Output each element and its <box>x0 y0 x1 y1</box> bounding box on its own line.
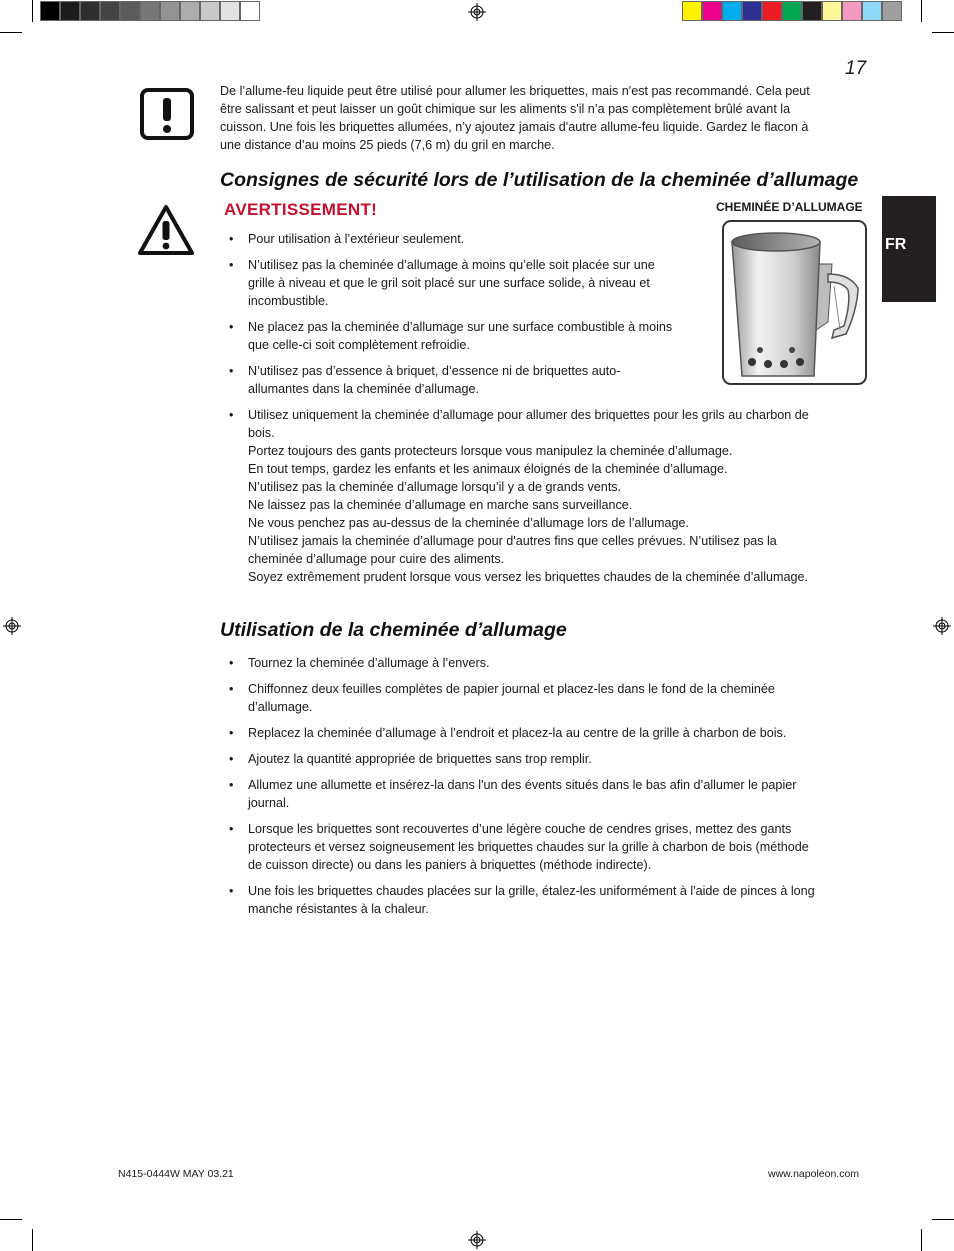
registration-mark-icon <box>468 1231 486 1249</box>
list-item <box>224 750 874 768</box>
bullet-line: • Chiffonnez deux feuilles complètes de papier journal et placez-les dans le fond de la cheminée <box>248 682 775 696</box>
bullet-line: allumantes dans la cheminée d’allumage. <box>248 382 480 396</box>
list-item <box>224 318 874 354</box>
bullet-line: • Replacez la cheminée d’allumage à l’endroit et placez-la au centre de la grille à charbon de bois. <box>248 726 787 740</box>
color-swatch <box>160 1 180 21</box>
crop-mark <box>932 32 954 33</box>
crop-mark <box>932 1219 954 1220</box>
page-number: 17 <box>845 58 867 79</box>
list-item <box>224 230 874 248</box>
intro-paragraph <box>220 82 870 154</box>
bullet-line: • Une fois les briquettes chaudes placées sur la grille, étalez-les uniformément à l'aide de pinces à long <box>248 884 815 898</box>
crop-mark <box>921 1229 922 1251</box>
color-swatch <box>842 1 862 21</box>
safety-bullet-list <box>224 230 874 586</box>
list-item <box>224 362 874 398</box>
color-swatch <box>80 1 100 21</box>
bullet-line: bois. <box>248 426 275 440</box>
color-swatch <box>802 1 822 21</box>
color-swatch <box>60 1 80 21</box>
list-item <box>224 680 874 716</box>
bullet-line: Ne laissez pas la cheminée d’allumage en marche sans surveillance. <box>248 498 633 512</box>
bullet-line: • Lorsque les briquettes sont recouvertes d’une légère couche de cendres grises, mettez des gants <box>248 822 792 836</box>
list-item <box>224 776 874 812</box>
list-item <box>224 406 874 586</box>
usage-heading: Utilisation de la cheminée d’allumage <box>220 619 567 641</box>
registration-mark-icon <box>468 3 486 21</box>
document-code: N415-0444W MAY 03.21 <box>118 1168 234 1180</box>
color-swatch <box>742 1 762 21</box>
color-swatch <box>882 1 902 21</box>
bullet-line: protecteurs et versez soigneusement les briquettes chaudes sur la grille à charbon de bois (méthode <box>248 840 809 854</box>
warning-triangle-icon <box>137 203 195 257</box>
bullet-line: • Pour utilisation à l’extérieur seulement. <box>248 232 465 246</box>
bullet-line: Portez toujours des gants protecteurs lorsque vous manipulez la cheminée d’allumage. <box>248 444 733 458</box>
bullet-line: Ne vous penchez pas au-dessus de la cheminée d’allumage lors de l’allumage. <box>248 516 690 530</box>
list-item <box>224 256 874 310</box>
bullet-line: de cuisson directe) ou dans les paniers à briquettes (méthode indirecte). <box>248 858 652 872</box>
color-swatch <box>100 1 120 21</box>
color-swatch <box>220 1 240 21</box>
color-swatch-strip <box>682 1 902 21</box>
list-item <box>224 724 874 742</box>
color-swatch <box>762 1 782 21</box>
color-swatch <box>722 1 742 21</box>
color-swatch <box>862 1 882 21</box>
crop-mark <box>32 0 33 22</box>
bullet-line: que celle-ci soit complètement refroidie. <box>248 338 470 352</box>
bullet-line: manche résistantes à la chaleur. <box>248 902 429 916</box>
color-swatch <box>702 1 722 21</box>
bullet-line: grille à niveau et que le gril soit placé sur une surface solide, à niveau et <box>248 276 650 290</box>
crop-mark <box>32 1229 33 1251</box>
list-item <box>224 882 874 918</box>
crop-mark <box>921 0 922 22</box>
bullet-line: • Ajoutez la quantité appropriée de briquettes sans trop remplir. <box>248 752 592 766</box>
registration-mark-icon <box>3 617 21 635</box>
intro-line: être salissant et peut laisser un goût chimique sur les aliments s'il n’a pas complètement brûlé avant la <box>220 102 791 116</box>
notice-exclamation-icon <box>139 87 195 141</box>
color-swatch <box>140 1 160 21</box>
color-swatch <box>822 1 842 21</box>
figure-label: CHEMINÉE D’ALLUMAGE <box>716 200 863 214</box>
intro-line: une distance d’au moins 25 pieds (7,6 m) du gril en marche. <box>220 138 555 152</box>
gray-swatch-strip <box>40 1 260 21</box>
bullet-line: Soyez extrêmement prudent lorsque vous versez les briquettes chaudes de la cheminée d’allumage. <box>248 570 809 584</box>
bullet-line: cheminée d’allumage pour cuire des aliments. <box>248 552 505 566</box>
intro-line: De l’allume-feu liquide peut être utilisé pour allumer les briquettes, mais n'est pas recommandé. Cela peut <box>220 84 810 98</box>
website-link[interactable]: www.napoleon.com <box>768 1168 860 1180</box>
list-item <box>224 820 874 874</box>
color-swatch <box>180 1 200 21</box>
bullet-line: • Utilisez uniquement la cheminée d’allumage pour allumer des briquettes pour les grils au charbon de <box>248 408 809 422</box>
color-swatch <box>120 1 140 21</box>
bullet-line: incombustible. <box>248 294 329 308</box>
bullet-line: d’allumage. <box>248 700 313 714</box>
bullet-line: • Allumez une allumette et insérez-la dans l'un des évents situés dans le bas afin d’allumer le papier <box>248 778 797 792</box>
bullet-line: N’utilisez jamais la cheminée d’allumage pour d'autres fins que celles prévues. N’utilisez pas la <box>248 534 777 548</box>
bullet-line: • Tournez la cheminée d’allumage à l’envers. <box>248 656 490 670</box>
warning-label: AVERTISSEMENT! <box>224 200 378 219</box>
color-swatch <box>40 1 60 21</box>
bullet-line: • Ne placez pas la cheminée d’allumage sur une surface combustible à moins <box>248 320 673 334</box>
bullet-line: • N’utilisez pas la cheminée d’allumage à moins qu’elle soit placée sur une <box>248 258 655 272</box>
color-swatch <box>240 1 260 21</box>
list-item <box>224 654 874 672</box>
intro-line: cuisson. Une fois les briquettes allumées, n’y ajoutez jamais d'autre allume-feu liquide. Gardez le flacon à <box>220 120 809 134</box>
bullet-line: journal. <box>248 796 290 810</box>
usage-bullet-list <box>224 654 874 918</box>
crop-mark <box>0 1219 22 1220</box>
safety-heading: Consignes de sécurité lors de l’utilisation de la cheminée d’allumage <box>220 169 859 191</box>
bullet-line: En tout temps, gardez les enfants et les animaux éloignés de la cheminée d’allumage. <box>248 462 728 476</box>
bullet-line: • N’utilisez pas d’essence à briquet, d’essence ni de briquettes auto- <box>248 364 621 378</box>
bullet-line: N’utilisez pas la cheminée d’allumage lorsqu’il y a de grands vents. <box>248 480 622 494</box>
registration-mark-icon <box>933 617 951 635</box>
color-swatch <box>682 1 702 21</box>
color-swatch <box>782 1 802 21</box>
color-swatch <box>200 1 220 21</box>
crop-mark <box>0 32 22 33</box>
language-tab <box>882 196 936 302</box>
language-tab-label: FR <box>885 236 907 253</box>
